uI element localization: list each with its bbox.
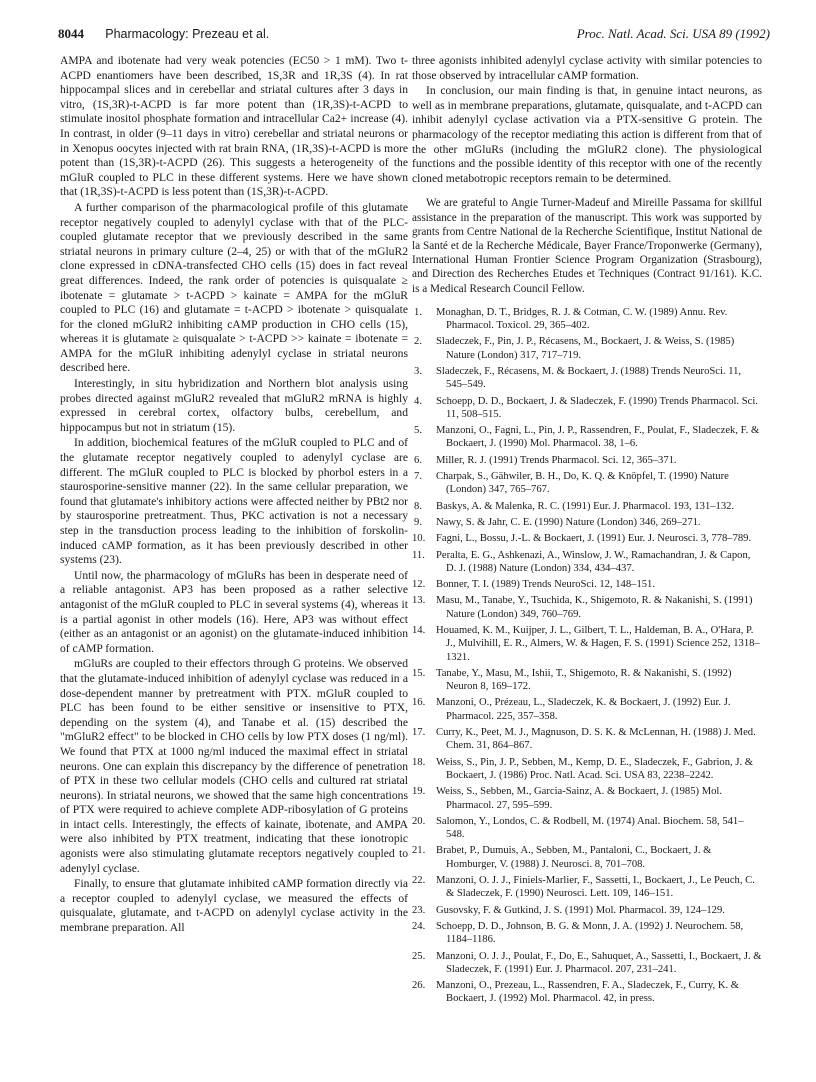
reference-text: Weiss, S., Pin, J. P., Sebben, M., Kemp, D. E., Sladeczek, F., Gabrion, J. & Bockaert, J. (1986) Proc. Natl. Acad. Sci. USA 83, 2238–2242. — [436, 756, 753, 781]
reference-text: Sladeczek, F., Récasens, M. & Bockaert, J. (1988) Trends NeuroSci. 11, 545–549. — [436, 365, 742, 391]
reference-text: Weiss, S., Sebben, M., Garcia-Sainz, A. & Bockaert, J. (1985) Mol. Pharmacol. 27, 595–599. — [436, 786, 723, 811]
reference-item — [412, 306, 762, 333]
reference-item — [412, 578, 762, 591]
reference-number: 8. — [414, 500, 422, 512]
paragraph: Finally, to ensure that glutamate inhibited cAMP formation directly via a receptor coupled to adenylyl cyclase, we measured the effects of quisqualate, glutamate, and t-ACPD on adenylyl cyclase activity in the membrane preparation. All — [60, 877, 408, 935]
reference-number: 3. — [414, 365, 422, 377]
reference-text: Houamed, K. M., Kuijper, J. L., Gilbert, T. L., Haldeman, B. A., O'Hara, P. J., Mulvihill, E. R., Almers, W. & Hagen, F. S. (1991) Science 252, 1318–1321. — [436, 625, 760, 663]
reference-number: 12. — [412, 579, 426, 591]
paragraph: In conclusion, our main finding is that, in genuine intact neurons, as well as in membrane preparations, glutamate, quisqualate, and t-ACPD can inhibit adenylyl cyclase activation via a PTX-sensitive G protein. The pharmacology of the receptor mediating this action is different from that of the other mGluRs (including the mGluR2 clone). The physiological functions and the possible identity of this receptor with one of the recently cloned metabotropic receptors remain to be determined. — [412, 84, 762, 185]
reference-text: Manzoni, O. J. J., Poulat, F., Do, E., Sahuquet, A., Sassetti, I., Bockaert, J. & Sladeczek, F. (1991) Eur. J. Pharmacol. 207, 231–241. — [436, 950, 762, 975]
reference-item — [412, 950, 762, 977]
reference-text: Nawy, S. & Jahr, C. E. (1990) Nature (London) 346, 269–271. — [436, 516, 701, 528]
reference-item — [412, 516, 762, 529]
reference-text: Manzoni, O., Prezeau, L., Rassendren, F. A., Sladeczek, F., Curry, K. & Bockaert, J. (1992) Mol. Pharmacol. 42, in press. — [436, 980, 740, 1005]
reference-text: Monaghan, D. T., Bridges, R. J. & Cotman, C. W. (1989) Annu. Rev. Pharmacol. Toxicol. 29, 365–402. — [436, 306, 728, 332]
reference-list — [412, 306, 762, 1006]
reference-number: 5. — [414, 425, 422, 437]
reference-number: 1. — [414, 306, 422, 318]
reference-text: Salomon, Y., Londos, C. & Rodbell, M. (1974) Anal. Biochem. 58, 541–548. — [436, 815, 744, 841]
journal-citation: Proc. Natl. Acad. Sci. USA 89 (1992) — [576, 26, 770, 41]
reference-text: Manzoni, O. J. J., Finiels-Marlier, F., Sassetti, I., Bockaert, J., Le Peuch, C. & Sladeczek, F. (1990) Neurosci. Lett. 109, 146–151. — [436, 875, 755, 900]
reference-number: 19. — [412, 786, 426, 798]
reference-text: Sladeczek, F., Pin, J. P., Récasens, M., Bockaert, J. & Weiss, S. (1985) Nature (London) 317, 717–719. — [436, 336, 735, 361]
reference-item — [412, 844, 762, 871]
reference-item — [412, 335, 762, 362]
reference-text: Baskys, A. & Malenka, R. C. (1991) Eur. J. Pharmacol. 193, 131–132. — [436, 500, 735, 512]
paragraph: three agonists inhibited adenylyl cyclase activity with similar potencies to those observed by intracellular cAMP formation. — [412, 54, 762, 82]
reference-item — [412, 785, 762, 812]
reference-text: Manzoni, O., Fagni, L., Pin, J. P., Rassendren, F., Poulat, F., Sladeczek, F. & Bockaert, J. (1990) Mol. Pharmacol. 38, 1–6. — [436, 425, 760, 450]
reference-item — [412, 500, 762, 513]
reference-text: Charpak, S., Gähwiler, B. H., Do, K. Q. & Knöpfel, T. (1990) Nature (London) 347, 765–767. — [436, 471, 729, 496]
reference-item — [412, 454, 762, 467]
page-header — [58, 26, 770, 46]
reference-text: Schoepp, D. D., Bockaert, J. & Sladeczek, F. (1990) Trends Pharmacol. Sci. 11, 508–515. — [436, 395, 758, 420]
reference-item — [412, 624, 762, 664]
paragraph: In addition, biochemical features of the mGluR coupled to PLC and of the glutamate receptor negatively coupled to adenylyl cyclase are different. The mGluR coupled to PLC is blocked by phorbol esters in a staurosporine-sensitive manner (22). In the same cellular preparation, we found that glutamate's inhibitory actions were affected neither by PBt2 nor by staurosporine pretreatment. Thus, PKC activation is not a necessary step in the transduction process leading to the inhibition of forskolin-induced cAMP formation, as it has been previously described in other systems (23). — [60, 436, 408, 567]
reference-number: 4. — [414, 395, 422, 407]
reference-text: Peralta, E. G., Ashkenazi, A., Winslow, J. W., Ramachandran, J. & Capon, D. J. (1988) Nature (London) 334, 434–437. — [436, 549, 751, 574]
reference-item — [412, 815, 762, 842]
reference-item — [412, 920, 762, 947]
reference-number: 26. — [412, 980, 426, 992]
reference-number: 22. — [412, 875, 426, 887]
reference-item — [412, 874, 762, 901]
reference-number: 25. — [412, 950, 426, 962]
reference-text: Miller, R. J. (1991) Trends Pharmacol. Sci. 12, 365–371. — [436, 454, 677, 466]
reference-number: 16. — [412, 697, 426, 709]
page-number: 8044 — [58, 26, 84, 41]
reference-number: 2. — [414, 336, 422, 348]
reference-number: 17. — [412, 727, 426, 739]
reference-item — [412, 904, 762, 917]
reference-text: Fagni, L., Bossu, J.-L. & Bockaert, J. (1991) Eur. J. Neurosci. 3, 778–789. — [436, 533, 752, 545]
reference-number: 18. — [412, 756, 426, 768]
reference-item — [412, 726, 762, 753]
reference-number: 23. — [412, 904, 426, 916]
left-column — [60, 54, 408, 936]
acknowledgments: We are grateful to Angie Turner-Madeuf and Mireille Passama for skillful assistance in the preparation of the manuscript. This work was supported by grants from Centre National de la Recherche Scientifique, Institut National de la Santé et de la Recherche Médicale, Bayer France/Troponwerke (Germany), International Human Frontier Science Program Organization (Strasbourg), and Direction des Recherches Etudes et Techniques (Contract 91/161). K.C. is a Medical Research Council Fellow. — [412, 197, 762, 295]
reference-text: Masu, M., Tanabe, Y., Tsuchida, K., Shigemoto, R. & Nakanishi, S. (1991) Nature (London) 349, 760–769. — [436, 595, 753, 620]
reference-text: Brabet, P., Dumuis, A., Sebben, M., Pantaloni, C., Bockaert, J. & Homburger, V. (1988) J. Neurosci. 8, 701–708. — [436, 845, 712, 870]
reference-number: 14. — [412, 625, 426, 636]
right-column — [412, 54, 762, 1009]
reference-number: 9. — [414, 516, 422, 528]
reference-item — [412, 594, 762, 621]
paragraph: AMPA and ibotenate had very weak potencies (EC50 > 1 mM). Two t-ACPD enantiomers have been described, 1S,3R and 1R,3S (4). In rat hippocampal slices and in cerebellar and striatal cultures after 3 days in vitro, (1S,3R)-t-ACPD is far more potent than (1R,3S)-t-ACPD to stimulate inositol phosphate formation and intracellular Ca2+ increase (4). In contrast, in older (9–11 days in vitro) cerebellar and striatal neurons or in Xenopus oocytes injected with rat brain RNA, (1R,3S)-t-ACPD is more potent than (1S,3R)-t-ACPD (26). This suggests a heterogeneity of the mGluR coupled to PLC in these different systems. Here we have shown that (1R,3S)-t-ACPD is less potent than (1S,3R)-t-ACPD. — [60, 54, 408, 199]
reference-item — [412, 395, 762, 422]
reference-text: Gusovsky, F. & Gutkind, J. S. (1991) Mol. Pharmacol. 39, 124–129. — [436, 904, 725, 916]
reference-number: 11. — [412, 549, 425, 561]
reference-item — [412, 696, 762, 723]
reference-item — [412, 424, 762, 451]
reference-item — [412, 549, 762, 576]
reference-item — [412, 365, 762, 392]
reference-number: 10. — [412, 533, 426, 545]
running-title: Pharmacology: Prezeau et al. — [105, 27, 270, 41]
reference-item — [412, 667, 762, 694]
reference-number: 6. — [414, 454, 422, 466]
reference-number: 13. — [412, 595, 426, 607]
paragraph: mGluRs are coupled to their effectors through G proteins. We observed that the glutamate-induced inhibition of adenylyl cyclase was reduced in a dose-dependent manner by pretreatment with PTX. mGluR coupled to PLC has been found to be either sensitive or insensitive to PTX, depending on the system (4), and Tanabe et al. (15) described the "mGluR2 effect" to be blocked in CHO cells by low PTX doses (1 ng/ml). We found that PTX at 1000 ng/ml induced the maximal effect in striatal neurons. One can explain this discrepancy by the difference of penetration of PTX in these two cellular models (CHO cells and cultured rat striatal neurons). In striatal neurons, we showed that the same high concentrations of PTX were required to achieve complete ADP-ribosylation of G proteins in intact cells. Interestingly, the effects of kainate, ibotenate, and AMPA were also inhibited by PTX treatment, indicating that these ionotropic agonists were also stimulating glutamate receptors negatively coupled to adenylyl cyclase. — [60, 657, 408, 875]
reference-item — [412, 979, 762, 1006]
paragraph: Until now, the pharmacology of mGluRs has been in desperate need of a reliable antagonist. AP3 has been proposed as a rather selective antagonist of the mGluR coupled to PLC in several systems (4), whereas it is a partial agonist in other models (16). Here, AP3 was without effect (either as an antagonist or an agonist) on the glutamate-induced inhibition of cAMP formation. — [60, 568, 408, 655]
reference-text: Curry, K., Peet, M. J., Magnuson, D. S. K. & McLennan, H. (1988) J. Med. Chem. 31, 864–867. — [436, 727, 756, 752]
reference-number: 24. — [412, 920, 426, 932]
reference-number: 20. — [412, 815, 426, 827]
reference-item — [412, 756, 762, 783]
reference-text: Schoepp, D. D., Johnson, B. G. & Monn, J. A. (1992) J. Neurochem. 58, 1184–1186. — [436, 920, 744, 946]
reference-text: Bonner, T. I. (1989) Trends NeuroSci. 12, 148–151. — [436, 579, 655, 591]
reference-item — [412, 532, 762, 545]
reference-item — [412, 470, 762, 497]
reference-text: Manzoni, O., Prézeau, L., Sladeczek, K. & Bockaert, J. (1992) Eur. J. Pharmacol. 225, 357–358. — [436, 697, 731, 722]
reference-number: 21. — [412, 845, 426, 857]
reference-number: 15. — [412, 667, 426, 679]
reference-text: Tanabe, Y., Masu, M., Ishii, T., Shigemoto, R. & Nakanishi, S. (1992) Neuron 8, 169–172. — [436, 667, 732, 693]
reference-number: 7. — [414, 471, 422, 483]
paragraph: A further comparison of the pharmacological profile of this glutamate receptor negatively coupled to adenylyl cyclase with that of the PLC-coupled glutamate receptor that we previously described in the same striatal neurons in primary culture (2–4, 25) or with that of the mGluR2 clone expressed in cDNA-transfected CHO cells (15) does in fact reveal great differences. Indeed, the rank order of potencies is quisqualate ≥ ibotenate = glutamate > t-ACPD > kainate = AMPA for the mGluR coupled to PLC (16) and glutamate = t-ACPD > ibotenate > quisqualate for the cloned mGluR2 inhibiting cAMP production in CHO cells (15), whereas it is glutamate ≥ quisqualate > t-ACPD >> kainate = ibotenate = AMPA for the mGluR inhibiting adenylyl cyclase in striatal neurons described here. — [60, 200, 408, 375]
header-left — [58, 26, 269, 42]
paragraph: Interestingly, in situ hybridization and Northern blot analysis using probes directed against mGluR2 revealed that mGluR2 mRNA is highly expressed in cerebral cortex, olfactory bulbs, cerebellum, and hippocampus but not in striatum (15). — [60, 377, 408, 434]
